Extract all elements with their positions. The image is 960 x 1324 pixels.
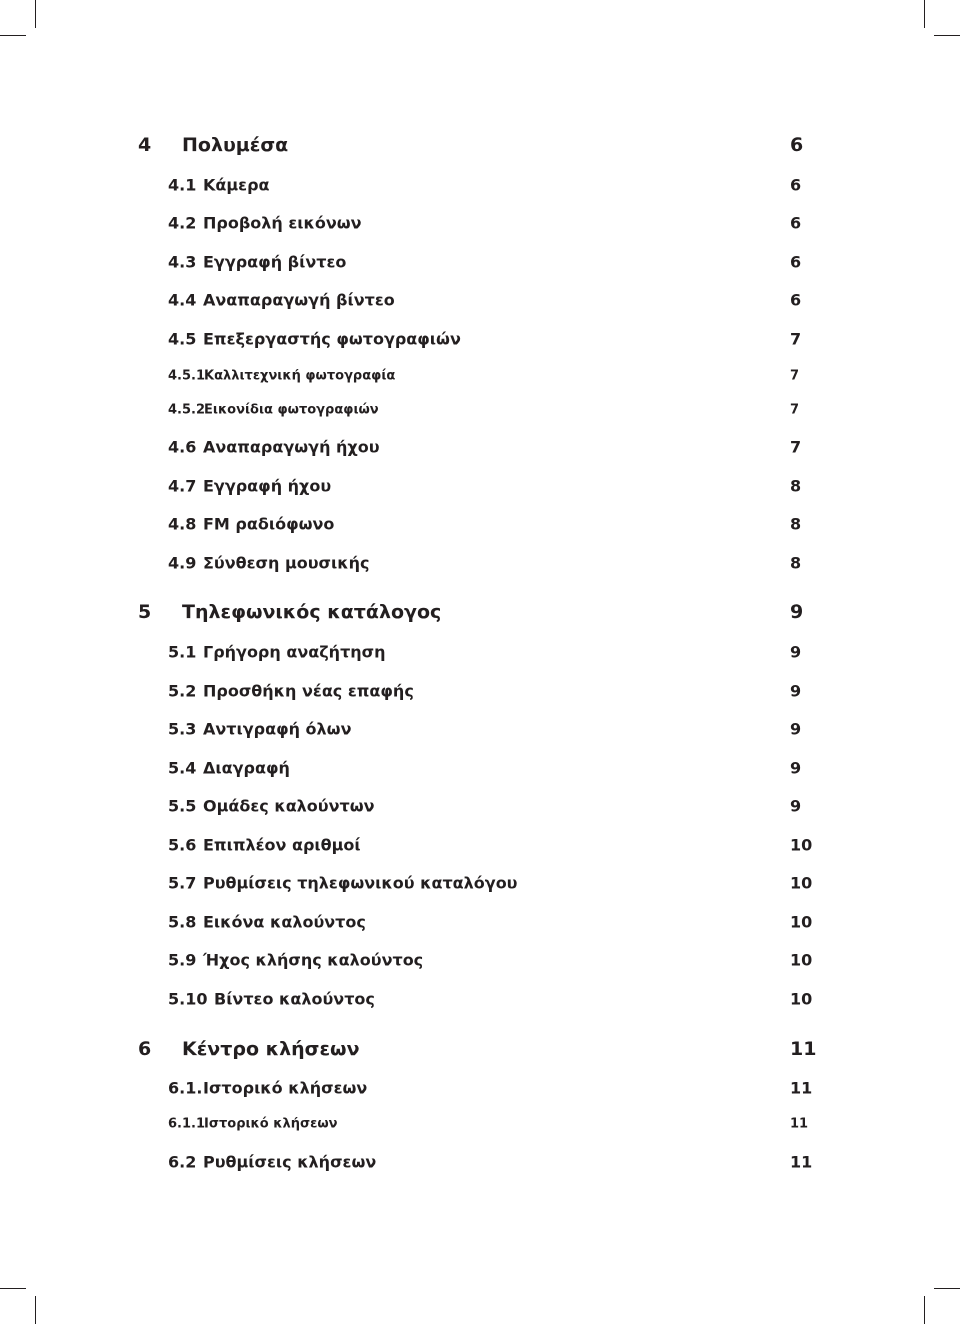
toc-entry-page: 9 <box>790 796 802 816</box>
toc-entry-title: Προβολή εικόνων <box>203 213 362 233</box>
toc-entry-page: 11 <box>790 1116 809 1132</box>
toc-entry-page: 7 <box>790 402 800 418</box>
toc-entry-number: 4.1 <box>168 175 197 195</box>
toc-section-6-2[interactable] <box>0 1145 960 1179</box>
toc-entry-page: 7 <box>790 329 802 349</box>
toc-entry-number: 4.2 <box>168 213 197 233</box>
toc-entry-number: 4.6 <box>168 437 197 457</box>
toc-section-5-9[interactable] <box>0 943 960 977</box>
toc-section-4-8[interactable] <box>0 507 960 541</box>
toc-entry-page: 6 <box>790 252 802 272</box>
toc-section-6-1[interactable] <box>0 1071 960 1105</box>
toc-entry-title: Αναπαραγωγή βίντεο <box>203 290 395 310</box>
toc-entry-page: 8 <box>790 553 802 573</box>
toc-entry-number: 4.7 <box>168 476 197 496</box>
toc-entry-number: 5.7 <box>168 873 197 893</box>
toc-entry-number: 5.10 <box>168 989 208 1009</box>
toc-entry-title: FM ραδιόφωνο <box>203 514 335 534</box>
toc-entry-title: Ιστορικό κλήσεων <box>203 1078 368 1098</box>
toc-entry-number: 5.5 <box>168 796 197 816</box>
toc-section-4-5[interactable] <box>0 322 960 356</box>
toc-entry-page: 9 <box>790 642 802 662</box>
toc-section-4-2[interactable] <box>0 206 960 240</box>
toc-entry-title: Τηλεφωνικός κατάλογος <box>182 601 442 623</box>
toc-section-5-5[interactable] <box>0 789 960 823</box>
toc-section-5-4[interactable] <box>0 751 960 785</box>
crop-mark-bottom-right <box>924 1296 925 1324</box>
toc-entry-title: Αντιγραφή όλων <box>203 719 352 739</box>
toc-entry-number: 5.4 <box>168 758 197 778</box>
crop-mark-bottom-left <box>35 1296 36 1324</box>
toc-entry-page: 10 <box>790 835 813 855</box>
toc-section-5-2[interactable] <box>0 674 960 708</box>
toc-entry-page: 6 <box>790 134 804 156</box>
toc-section-4-3[interactable] <box>0 245 960 279</box>
toc-entry-page: 7 <box>790 437 802 457</box>
toc-chapter-4[interactable] <box>0 128 960 162</box>
toc-entry-number: 5 <box>138 601 152 623</box>
toc-entry-title: Αναπαραγωγή ήχου <box>203 437 380 457</box>
toc-entry-title: Προσθήκη νέας επαφής <box>203 681 414 701</box>
toc-entry-title: Εικονίδια φωτογραφιών <box>204 402 379 418</box>
toc-section-5-8[interactable] <box>0 905 960 939</box>
toc-entry-page: 11 <box>790 1038 817 1060</box>
toc-entry-number: 4.5.2 <box>168 402 206 418</box>
toc-entry-title: Ρυθμίσεις κλήσεων <box>203 1152 377 1172</box>
toc-entry-number: 5.6 <box>168 835 197 855</box>
toc-section-5-7[interactable] <box>0 866 960 900</box>
toc-section-4-7[interactable] <box>0 469 960 503</box>
toc-entry-page: 8 <box>790 514 802 534</box>
toc-entry-title: Κάμερα <box>203 175 270 195</box>
toc-entry-number: 4.4 <box>168 290 197 310</box>
toc-entry-title: Πολυμέσα <box>182 134 289 156</box>
toc-entry-page: 10 <box>790 912 813 932</box>
crop-mark-bottom-right-h <box>934 1288 960 1289</box>
toc-entry-title: Ομάδες καλούντων <box>203 796 375 816</box>
toc-entry-title: Βίντεο καλούντος <box>214 989 375 1009</box>
toc-entry-title: Εγγραφή ήχου <box>203 476 332 496</box>
toc-entry-title: Διαγραφή <box>203 758 290 778</box>
toc-entry-title: Κέντρο κλήσεων <box>182 1038 360 1060</box>
toc-entry-title: Εγγραφή βίντεο <box>203 252 347 272</box>
toc-subsection-4-5-2[interactable] <box>0 393 960 427</box>
toc-section-5-6[interactable] <box>0 828 960 862</box>
toc-entry-page: 6 <box>790 290 802 310</box>
toc-entry-page: 7 <box>790 368 800 384</box>
toc-entry-number: 5.9 <box>168 950 197 970</box>
toc-entry-number: 6 <box>138 1038 152 1060</box>
crop-mark-bottom-left-h <box>0 1288 26 1289</box>
toc-section-4-1[interactable] <box>0 168 960 202</box>
toc-chapter-6[interactable] <box>0 1032 960 1066</box>
toc-entry-title: Επιπλέον αριθμοί <box>203 835 361 855</box>
toc-section-5-1[interactable] <box>0 635 960 669</box>
toc-entry-number: 4.9 <box>168 553 197 573</box>
toc-entry-number: 4.5 <box>168 329 197 349</box>
toc-entry-number: 6.1.1 <box>168 1116 206 1132</box>
toc-entry-title: Εικόνα καλούντος <box>203 912 366 932</box>
toc-entry-number: 5.1 <box>168 642 197 662</box>
crop-mark-top-left-h <box>0 35 26 36</box>
toc-subsection-6-1-1[interactable] <box>0 1107 960 1141</box>
toc-entry-number: 6.1. <box>168 1078 203 1098</box>
toc-entry-page: 6 <box>790 213 802 233</box>
toc-entry-page: 9 <box>790 719 802 739</box>
toc-entry-title: Ρυθμίσεις τηλεφωνικού καταλόγου <box>203 873 518 893</box>
toc-entry-page: 10 <box>790 989 813 1009</box>
toc-entry-title: Καλλιτεχνική φωτογραφία <box>204 368 396 384</box>
crop-mark-top-right <box>924 0 925 28</box>
toc-entry-number: 6.2 <box>168 1152 197 1172</box>
toc-entry-number: 5.2 <box>168 681 197 701</box>
toc-section-4-4[interactable] <box>0 283 960 317</box>
toc-section-4-6[interactable] <box>0 430 960 464</box>
crop-mark-top-left <box>35 0 36 28</box>
toc-entry-number: 4.3 <box>168 252 197 272</box>
toc-entry-page: 9 <box>790 681 802 701</box>
toc-entry-title: Ιστορικό κλήσεων <box>204 1116 338 1132</box>
toc-entry-number: 4 <box>138 134 152 156</box>
toc-chapter-5[interactable] <box>0 595 960 629</box>
toc-entry-page: 10 <box>790 950 813 970</box>
toc-entry-number: 4.5.1 <box>168 368 206 384</box>
toc-entry-page: 10 <box>790 873 813 893</box>
toc-entry-page: 8 <box>790 476 802 496</box>
toc-entry-page: 11 <box>790 1078 813 1098</box>
toc-entry-page: 9 <box>790 758 802 778</box>
toc-entry-title: Επεξεργαστής φωτογραφιών <box>203 329 461 349</box>
toc-entry-page: 11 <box>790 1152 813 1172</box>
toc-entry-title: Ήχος κλήσης καλούντος <box>203 950 424 970</box>
toc-entry-title: Γρήγορη αναζήτηση <box>203 642 386 662</box>
toc-entry-number: 5.8 <box>168 912 197 932</box>
toc-section-4-9[interactable] <box>0 546 960 580</box>
toc-entry-page: 6 <box>790 175 802 195</box>
crop-mark-top-right-h <box>934 35 960 36</box>
toc-subsection-4-5-1[interactable] <box>0 359 960 393</box>
toc-section-5-3[interactable] <box>0 712 960 746</box>
toc-entry-number: 4.8 <box>168 514 197 534</box>
toc-section-5-10[interactable] <box>0 982 960 1016</box>
toc-entry-page: 9 <box>790 601 804 623</box>
toc-entry-number: 5.3 <box>168 719 197 739</box>
toc-entry-title: Σύνθεση μουσικής <box>203 553 370 573</box>
